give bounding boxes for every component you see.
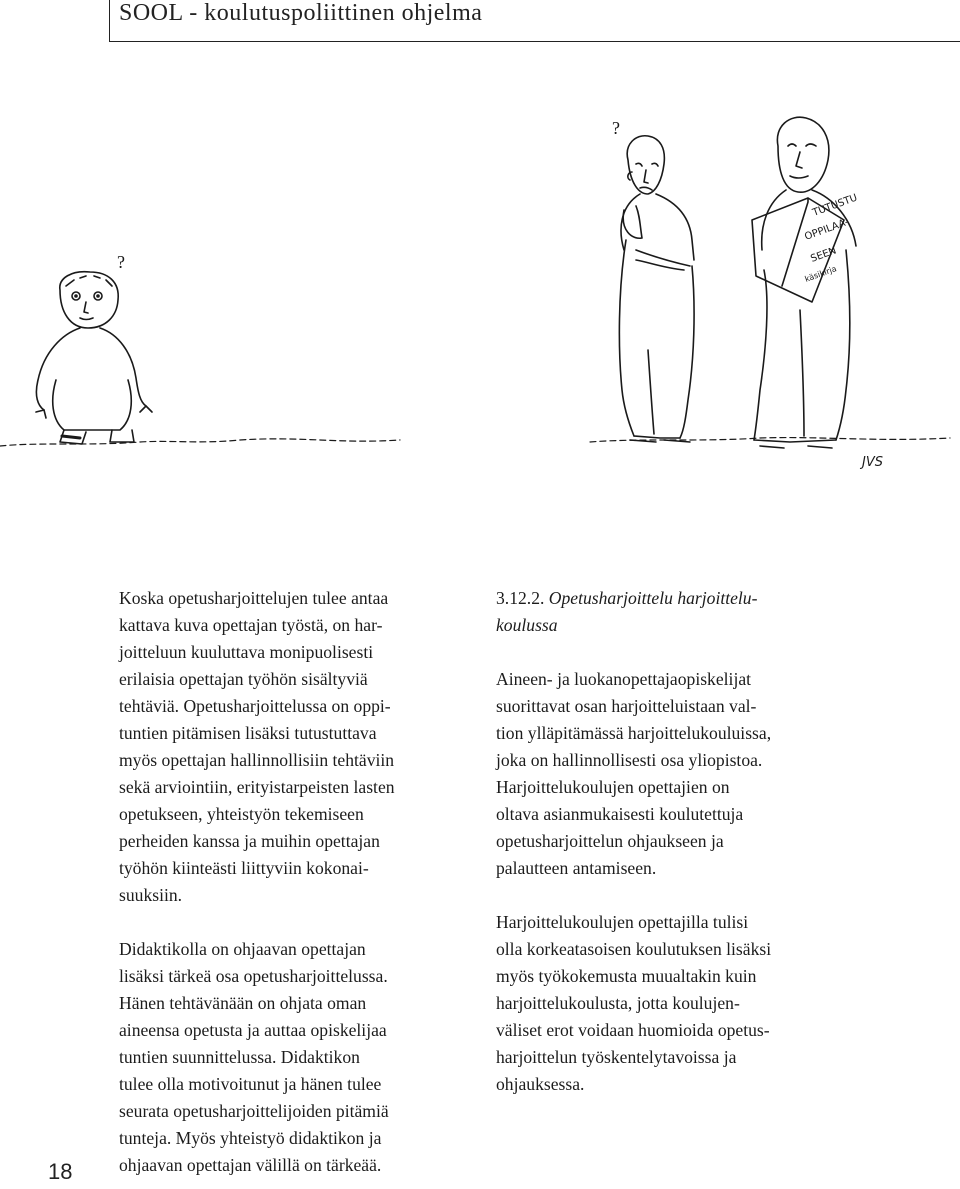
right-paragraph-2: Harjoittelukoulujen opettajilla tulisi olla korkeatasoisen koulutuksen lisäksi myös työkokemusta muualtakin kuin harjoittelukoulusta, jotta koulujen- väliset erot voidaan huomioida opetus- harjoittelun työskentelytavoissa ja ohjauksessa. <box>496 912 772 1094</box>
right-paragraph-1: Aineen- ja luokanopettajaopiskelijat suorittavat osan harjoitteluistaan val- tion ylläpitämässä harjoittelukouluissa, joka on hallinnollisesti osa yliopistoa. Harjoittelukoulujen opettajien on oltava asianmukaisesti koulutettuja opetusharjoittelun ohjaukseen ja palautteen antamiseen. <box>496 669 772 878</box>
book-title-line-4: käsikirja <box>803 264 838 284</box>
artist-signature: JVS <box>862 455 883 470</box>
teacher-figure-left <box>619 136 694 442</box>
child-figure <box>36 272 152 444</box>
header-title: SOOL - koulutuspoliittinen ohjelma <box>119 0 483 26</box>
teacher-figure-right <box>752 117 859 448</box>
question-mark-teacher: ? <box>612 118 620 138</box>
header-vertical-rule <box>109 0 110 42</box>
left-paragraph-2: Didaktikolla on ohjaavan opettajan lisäksi tärkeä osa opetusharjoittelussa. Hänen tehtävänään on ohjata oman aineensa opetusta ja auttaa opiskelijaa tuntien suunnittelussa. Didaktikon tulee olla motivoitunut ja hänen tulee seurata opetusharjoittelijoiden pitämiä tunteja. Myös yhteistyö didaktikon ja ohjaavan opettajan välillä on tärkeää. <box>119 939 389 1175</box>
book-title-line-3: SEEN <box>809 245 838 265</box>
header-rule <box>109 41 960 42</box>
book-title-line-1: TUTUSTU <box>811 192 859 219</box>
section-title-line-2: koulussa <box>496 615 558 635</box>
section-number: 3.12.2. <box>496 588 545 608</box>
left-paragraph-1: Koska opetusharjoittelujen tulee antaa kattava kuva opettajan työstä, on har- joitteluun kuuluttava monipuolisesti erilaisia opettajan työhön sisältyviä tehtäviä. Opetusharjoittelussa on oppi- tuntien pitämisen lisäksi tutustuttava myös opettajan hallinnollisiin tehtäviin sekä arviointiin, erityistarpeisten lasten opetukseen, yhteistyön tekemiseen perheiden kanssa ja muihin opettajan työhön kiinteästi liittyviin kokonai- suuksiin. <box>119 588 395 905</box>
right-column <box>496 585 846 1098</box>
section-title-line-1: Opetusharjoittelu harjoittelu- <box>548 588 758 608</box>
page-number: 18 <box>48 1159 73 1184</box>
illustration <box>0 90 960 510</box>
question-mark-child: ? <box>117 252 125 272</box>
left-column <box>119 585 474 1179</box>
section-heading <box>496 585 846 639</box>
book-title-line-2: OPPILAA- <box>803 216 851 243</box>
